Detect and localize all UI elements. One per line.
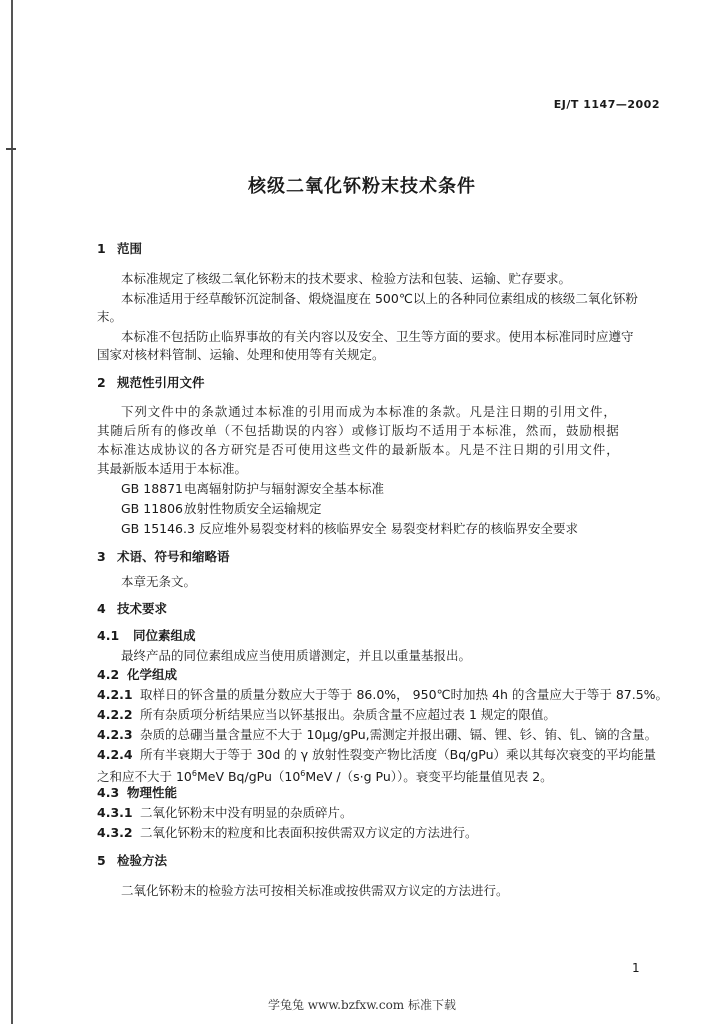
item-4-3-2-number: 4.3.2 xyxy=(97,825,133,840)
section-1-paragraph-3-cont: 国家对核材料管制、运输、处理和使用等有关规定。 xyxy=(97,347,385,362)
section-4-heading: 技术要求 xyxy=(117,601,168,616)
subsection-4-3-number: 4.3 xyxy=(97,785,120,800)
subsection-4-3-heading: 物理性能 xyxy=(127,785,178,800)
exponent: 6 xyxy=(191,769,197,778)
reference-name: 放射性物质安全运输规定 xyxy=(184,501,322,516)
reference-code: GB 15146.3 xyxy=(121,521,195,536)
exponent: 6 xyxy=(300,769,306,778)
section-2-line-4: 其最新版本适用于本标准。 xyxy=(97,461,248,476)
item-4-2-4-text: 所有半衰期大于等于 30d 的 γ 放射性裂变产物比活度（Bq/gPu）乘以其每次衰变的平均能量 xyxy=(140,747,657,762)
reference-code: GB 18871 xyxy=(121,481,183,496)
section-3-text: 本章无条文。 xyxy=(121,574,197,589)
item-4-2-1-text: 取样日的钚含量的质量分数应大于等于 86.0%， 950℃时加热 4h 的含量应大于等于 87.5%。 xyxy=(140,687,669,702)
section-1-paragraph-2: 本标准适用于经草酸钚沉淀制备、煅烧温度在 500℃以上的各种同位素组成的核级二氧化钚粉 xyxy=(121,291,638,306)
scan-mark xyxy=(6,148,16,150)
page-number: 1 xyxy=(632,961,640,975)
section-1-paragraph-1: 本标准规定了核级二氧化钚粉末的技术要求、检验方法和包装、运输、贮存要求。 xyxy=(121,271,572,286)
subsection-4-2-number: 4.2 xyxy=(97,667,120,682)
document-title: 核级二氧化钚粉末技术条件 xyxy=(248,176,476,197)
item-4-2-4-number: 4.2.4 xyxy=(97,747,133,762)
section-5-number: 5 xyxy=(97,853,106,868)
subsection-4-2-heading: 化学组成 xyxy=(127,667,178,682)
subsection-4-1-number: 4.1 xyxy=(97,628,120,643)
section-2-heading: 规范性引用文件 xyxy=(117,375,205,390)
item-4-2-4-mid: MeV Bq/gPu（10 xyxy=(196,769,301,785)
item-4-3-1-number: 4.3.1 xyxy=(97,805,133,820)
subsection-4-1-heading: 同位素组成 xyxy=(133,628,196,643)
reference-name: 反应堆外易裂变材料的核临界安全 易裂变材料贮存的核临界安全要求 xyxy=(199,521,578,536)
item-4-2-1-number: 4.2.1 xyxy=(97,687,133,702)
section-1-paragraph-2-cont: 末。 xyxy=(97,309,123,324)
document-code: EJ/T 1147—2002 xyxy=(553,98,660,111)
reference-code: GB 11806 xyxy=(121,501,183,516)
item-4-2-3-text: 杂质的总硼当量含量应不大于 10μg/gPu,需测定并报出硼、镉、锂、钐、铕、钆、镝的含量。 xyxy=(140,727,658,742)
item-4-2-4-text-cont xyxy=(97,766,553,785)
section-2-line-1: 下列文件中的条款通过本标准的引用而成为本标准的条款。凡是注日期的引用文件， xyxy=(121,404,617,419)
section-5-heading: 检验方法 xyxy=(117,853,168,868)
section-2-line-2: 其随后所有的修改单（不包括勘误的内容）或修订版均不适用于本标准，然而，鼓励根据 xyxy=(97,423,620,438)
section-2-number: 2 xyxy=(97,375,106,390)
section-1-number: 1 xyxy=(97,241,106,256)
section-3-number: 3 xyxy=(97,549,106,564)
item-4-2-4-pre: 之和应不大于 10 xyxy=(97,769,192,785)
section-2-line-3: 本标准达成协议的各方研究是否可使用这些文件的最新版本。凡是不注日期的引用文件， xyxy=(97,442,620,457)
section-5-text: 二氧化钚粉末的检验方法可按相关标准或按供需双方议定的方法进行。 xyxy=(121,883,509,898)
subsection-4-1-text: 最终产品的同位素组成应当使用质谱测定，并且以重量基报出。 xyxy=(121,648,472,663)
scan-edge-line xyxy=(11,0,13,1024)
section-1-paragraph-3: 本标准不包括防止临界事故的有关内容以及安全、卫生等方面的要求。使用本标准同时应遵守 xyxy=(121,329,634,344)
item-4-3-2-text: 二氧化钚粉末的粒度和比表面积按供需双方议定的方法进行。 xyxy=(140,825,478,840)
item-4-2-3-number: 4.2.3 xyxy=(97,727,133,742)
item-4-2-2-number: 4.2.2 xyxy=(97,707,133,722)
section-4-number: 4 xyxy=(97,601,106,616)
section-1-heading: 范围 xyxy=(117,241,143,256)
footer-watermark: 学兔兔 www.bzfxw.com 标准下载 xyxy=(267,998,457,1012)
reference-name: 电离辐射防护与辐射源安全基本标准 xyxy=(184,481,385,496)
item-4-2-4-post: MeV /（s·g Pu））。衰变平均能量值见表 2。 xyxy=(305,769,553,785)
section-3-heading: 术语、符号和缩略语 xyxy=(117,549,230,564)
item-4-3-1-text: 二氧化钚粉末中没有明显的杂质碎片。 xyxy=(140,805,353,820)
item-4-2-2-text: 所有杂质项分析结果应当以钚基报出。杂质含量不应超过表 1 规定的限值。 xyxy=(140,707,556,722)
